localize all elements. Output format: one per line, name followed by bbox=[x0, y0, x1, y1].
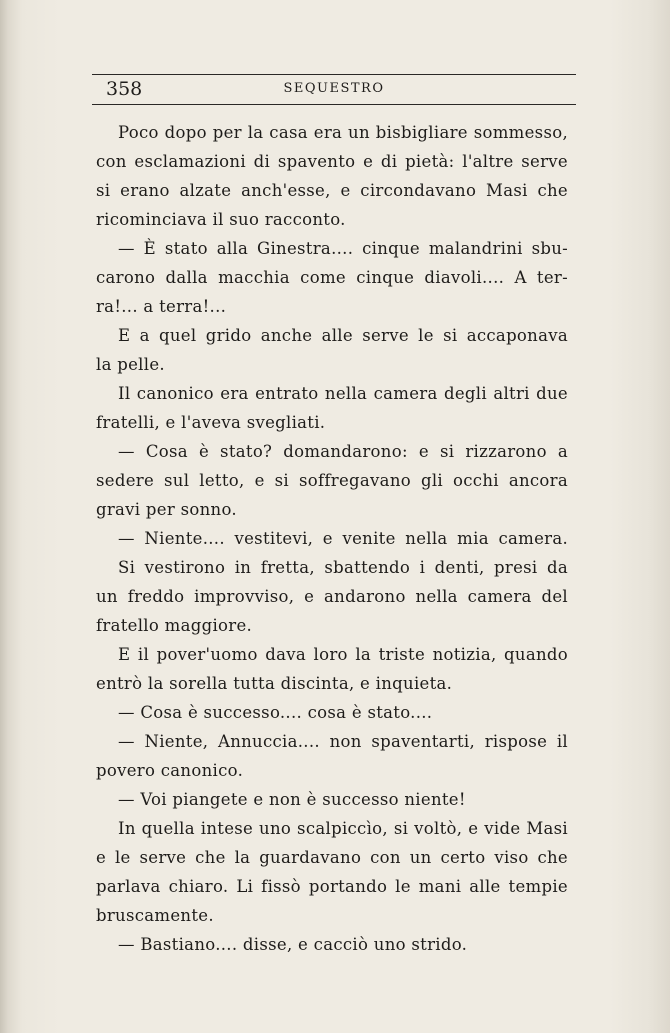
text-line: parlava chiaro. Li fissò portando le mani alle tempie bbox=[96, 877, 568, 896]
text-line: E a quel grido anche alle serve le si accaponava bbox=[118, 326, 568, 345]
text-line: — Cosa è stato? domandarono: e si rizzarono a bbox=[118, 442, 568, 461]
text-line: sedere sul letto, e si soffregavano gli occhi ancora bbox=[96, 471, 568, 490]
text-line: — Niente.... vestitevi, e venite nella mia camera. bbox=[118, 529, 568, 548]
text-line: un freddo improvviso, e andarono nella camera del bbox=[96, 587, 568, 606]
text-line: Si vestirono in fretta, sbattendo i denti, presi da bbox=[118, 558, 568, 577]
header-rule-top bbox=[92, 74, 576, 75]
text-line: Il canonico era entrato nella camera degli altri due bbox=[118, 384, 568, 403]
text-line: Poco dopo per la casa era un bisbigliare sommesso, bbox=[118, 123, 568, 142]
page-number: 358 bbox=[106, 78, 143, 100]
text-line: gravi per sonno. bbox=[96, 500, 237, 519]
page-header bbox=[92, 78, 576, 100]
text-line: ricominciava il suo racconto. bbox=[96, 210, 346, 229]
body-text bbox=[96, 118, 591, 959]
text-line: — È stato alla Ginestra.... cinque malandrini sbu- bbox=[118, 239, 568, 258]
text-line: bruscamente. bbox=[96, 906, 214, 925]
text-line: fratelli, e l'aveva svegliati. bbox=[96, 413, 326, 432]
text-line: In quella intese uno scalpiccìo, si voltò, e vide Masi bbox=[118, 819, 568, 838]
text-line: — Bastiano.... disse, e cacciò uno strido. bbox=[118, 935, 468, 954]
text-line: entrò la sorella tutta discinta, e inquieta. bbox=[96, 674, 453, 693]
text-line: — Voi piangete e non è successo niente! bbox=[118, 790, 466, 809]
text-line: la pelle. bbox=[96, 355, 165, 374]
text-line: carono dalla macchia come cinque diavoli.... A ter- bbox=[96, 268, 568, 287]
text-line: E il pover'uomo dava loro la triste notizia, quando bbox=[118, 645, 568, 664]
running-title: SEQUESTRO bbox=[283, 81, 385, 96]
header-rule-bottom bbox=[92, 104, 576, 105]
text-line: povero canonico. bbox=[96, 761, 244, 780]
text-line: ra!... a terra!... bbox=[96, 297, 227, 316]
text-line: si erano alzate anch'esse, e circondavano Masi che bbox=[96, 181, 568, 200]
text-line: — Niente, Annuccia.... non spaventarti, rispose il bbox=[118, 732, 568, 751]
text-line: con esclamazioni di spavento e di pietà: l'altre serve bbox=[96, 152, 568, 171]
text-line: — Cosa è successo.... cosa è stato.... bbox=[118, 703, 433, 722]
text-line: fratello maggiore. bbox=[96, 616, 253, 635]
text-line: e le serve che la guardavano con un certo viso che bbox=[96, 848, 568, 867]
